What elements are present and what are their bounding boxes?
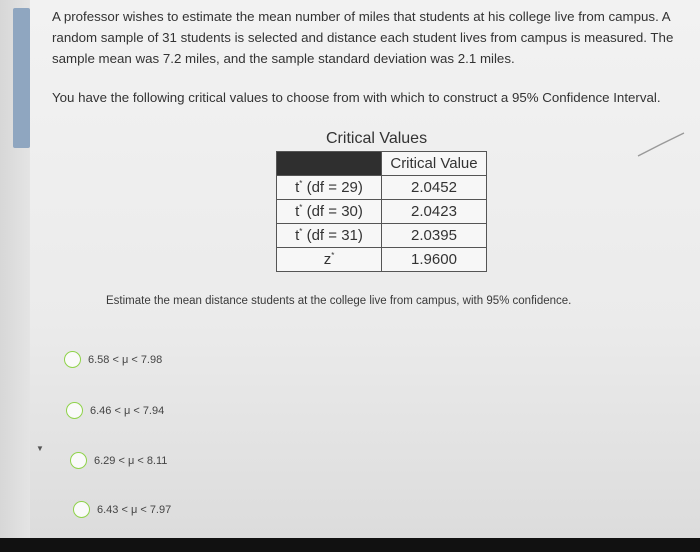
table-row — [277, 248, 487, 272]
scrollbar[interactable] — [0, 0, 30, 538]
scroll-arrow-icon[interactable]: ▼ — [36, 444, 44, 453]
answer-option-label: 6.46 < μ < 7.94 — [90, 404, 165, 417]
answer-option[interactable] — [73, 501, 171, 518]
answer-option[interactable] — [66, 402, 164, 419]
answer-option-label: 6.43 < μ < 7.97 — [97, 503, 172, 516]
table-cell-label: t* (df = 31) — [277, 224, 382, 248]
table-header-blank — [277, 152, 382, 176]
critical-values-table — [276, 151, 487, 272]
instruction-text: You have the following critical values to choose from with which to construct a 95% Confidence Interval. — [52, 90, 661, 105]
radio-button[interactable] — [70, 452, 87, 469]
answer-option-label: 6.29 < μ < 8.11 — [94, 454, 168, 467]
table-cell-value: 2.0423 — [382, 200, 487, 224]
scrollbar-thumb[interactable] — [13, 8, 30, 148]
table-header-critical-value: Critical Value — [382, 152, 487, 176]
table-cell-label: z* — [277, 248, 382, 272]
answer-option[interactable] — [64, 351, 162, 368]
table-cell-value: 2.0395 — [382, 224, 487, 248]
table-row — [277, 200, 487, 224]
table-cell-value: 1.9600 — [382, 248, 487, 272]
estimate-prompt: Estimate the mean distance students at the college live from campus, with 95% confidence. — [106, 295, 572, 307]
table-row — [277, 176, 487, 200]
table-title: Critical Values — [326, 130, 428, 147]
pen-mark-icon — [636, 130, 686, 160]
table-row — [277, 224, 487, 248]
question-line: A professor wishes to estimate the mean number of miles that students at his college live from campus. A — [52, 9, 671, 24]
question-text — [52, 6, 692, 69]
table-cell-label: t* (df = 30) — [277, 200, 382, 224]
screen-bottom-bezel — [0, 538, 700, 552]
answer-option[interactable] — [70, 452, 167, 469]
question-line: random sample of 31 students is selected and distance each student lives from campus is measured. The — [52, 30, 674, 45]
answer-option-label: 6.58 < μ < 7.98 — [88, 353, 163, 366]
radio-button[interactable] — [73, 501, 90, 518]
radio-button[interactable] — [66, 402, 83, 419]
table-cell-value: 2.0452 — [382, 176, 487, 200]
question-line: sample mean was 7.2 miles, and the sample standard deviation was 2.1 miles. — [52, 51, 515, 66]
table-header-row — [277, 152, 487, 176]
radio-button[interactable] — [64, 351, 81, 368]
table-cell-label: t* (df = 29) — [277, 176, 382, 200]
